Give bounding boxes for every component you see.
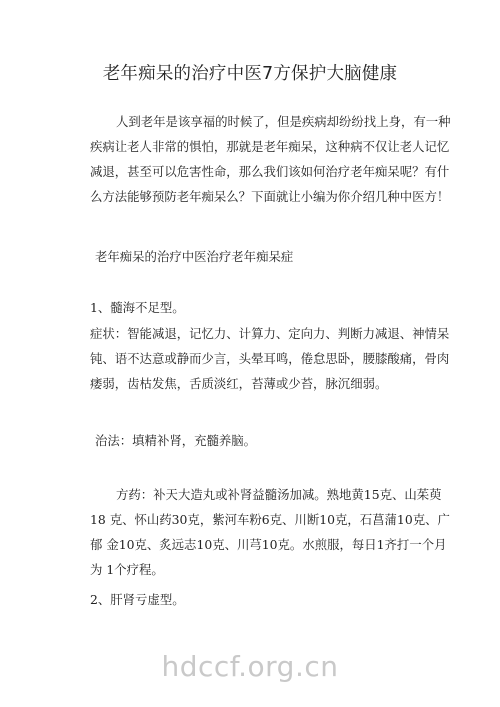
section2-heading: 2、肝肾亏虚型。 — [90, 592, 185, 607]
section1-symptoms-paragraph: 症状：智能减退，记忆力、计算力、定向力、判断力减退、神情呆钝、语不达意或静而少言，头晕耳鸣，倦怠思卧，腰膝酸痛，骨肉痿弱，齿枯发焦，舌质淡红，苔薄或少苔，脉沉细弱。 — [90, 326, 450, 391]
section1-heading: 1、髓海不足型。 — [90, 300, 185, 315]
intro-paragraph: 人到老年是该享福的时候了，但是疾病却纷纷找上身，有一种疾病让老人非常的惧怕，那就是老年痴呆，这种病不仅让老人记忆减退，甚至可以危害性命，那么我们该如何治疗老年痴呆呢？有什么方法能够预防老年痴呆么？下面就让小编为你介绍几种中医方！ — [90, 114, 451, 204]
section1-method-paragraph: 治法：填精补肾，充髓养脑。 — [95, 433, 257, 448]
watermark: hdccf.org.cn — [161, 650, 339, 683]
section1-recipe-paragraph: 方药：补天大造丸或补肾益髓汤加减。熟地黄15克、山茱萸18 克、怀山药30克，紫河车粉6克、川断10克，石菖蒲10克、广郁 金10克、炙远志10克、川芎10克。水煎服，每日1齐打一个月为 1个疗程。 — [90, 487, 450, 577]
subheading: 老年痴呆的治疗中医治疗老年痴呆症 — [95, 249, 294, 264]
page-title: 老年痴呆的治疗中医7方保护大脑健康 — [102, 64, 398, 84]
